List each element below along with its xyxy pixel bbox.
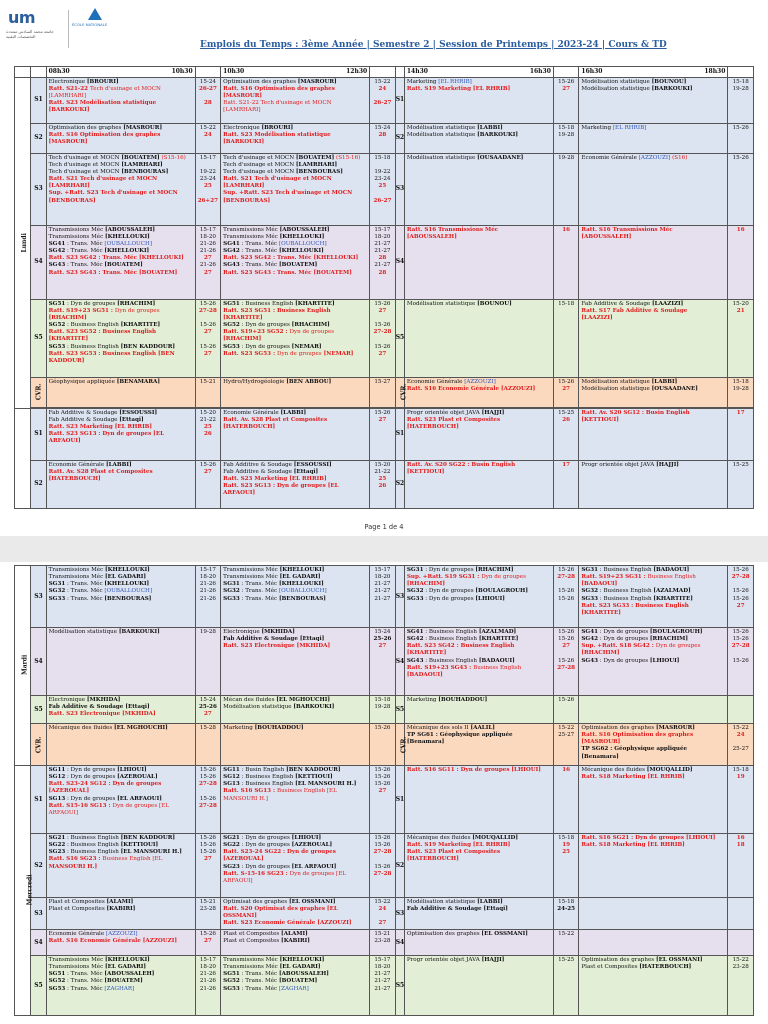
slot-cell: Mécanique des fluides [MOUQALLID] Ratt. S18 Marketing [EL RHRIB]	[579, 766, 728, 834]
room-cell: 15-21 23-28	[370, 930, 396, 956]
page-break	[0, 536, 768, 562]
slot-cell: Ratt. Av. S20 SG22 : Busin English [KETTIOUI]	[404, 460, 553, 508]
slot-cell: Marketing [BOUHADDOU]	[221, 724, 370, 766]
school-name: ÉCOLE NATIONALE	[72, 22, 108, 27]
slot-cell: SG31 : Business English [BADAOUI] Ratt. S19+23 SG31 : Business English [BADAOUI] SG32 : Business English [AZALMAD] SG33 : Business English [KHARTITE] Ratt. S23 SG33 : Business English [KHARTITE]	[579, 566, 728, 628]
room-cell: 16	[728, 225, 754, 299]
room-cell: 15-25	[728, 460, 754, 508]
session-label: S3	[395, 153, 404, 225]
room-cell: 15-25	[553, 956, 579, 1016]
session-label: S4	[31, 225, 46, 299]
session-label: S1	[395, 408, 404, 460]
page-number: Page 1 de 4	[364, 523, 404, 531]
room-cell: 15-22 24 25-27	[728, 724, 754, 766]
session-label: S1	[31, 77, 46, 123]
slot-cell: Ratt. Av. S20 SG12 : Busin English [KETTIOUI]	[579, 408, 728, 460]
room-cell: 15-26 15-26 27 15-26 27-28	[553, 628, 579, 696]
time-label: 14h30	[406, 68, 428, 75]
session-label: CVR.	[31, 724, 46, 766]
room-cell: 15-22 24 26-27	[370, 77, 396, 123]
room-cell: 15-17 18-20 21-27 21-27 21-27	[370, 956, 396, 1016]
slot-cell: SG51 : Dyn de groupes [RHACHIM] Ratt. S19+23 SG51 : Dyn de groupes [RHACHIM] SG52 : Business English [KHARTITE] Ratt. S23 SG52 : Business English [KHARTITE] SG53 : Business English [BEN KADDOUR] Ratt. S23 SG53 : Business English [BEN KADDOUR]	[46, 299, 195, 377]
session-label: S4	[31, 628, 46, 696]
slot-cell: Optimisation des graphes [MASROUR] Ratt. S16 Optimisation des graphes [MASROUR] Ratt. S21-22 Tech d'usinage et MOCN [LAMRHARI]	[221, 77, 370, 123]
slot-cell: Economie Générale [LABBI] Ratt. Av. S28 Plast et Composites [HATERBOUCH]	[221, 408, 370, 460]
session-label: S4	[395, 628, 404, 696]
room-cell: 15-20 21-22 25 26	[195, 408, 221, 460]
room-cell: 15-26 15-26 27-28 15-26 27-28	[370, 834, 396, 898]
session-label: S3	[31, 153, 46, 225]
time-label: 16h30	[581, 68, 603, 75]
room-cell: 15-18 19 25	[553, 834, 579, 898]
day-label-lundi: Lundi	[15, 77, 31, 408]
slot-cell: Economie Générale [AZZOUZI] (S16)	[579, 153, 728, 225]
schedule-row	[15, 628, 754, 696]
slot-cell: Progr orientée objet JAVA [HAJJI]	[579, 460, 728, 508]
room-cell	[728, 696, 754, 724]
slot-cell: Tech d'usinage et MOCN [BOUATEM] (S15-16) Tech d'usinage et MOCN [LAMRHARI] Tech d'usinage et MOCN [BENBOURAS] Ratt. S21 Tech d'usinage et MOCN [LAMRHARI] Sup. +Ratt. S23 Tech d'usinage et MOCN [BENBOURAS]	[221, 153, 370, 225]
session-label: S4	[31, 930, 46, 956]
time-label: 16h30	[529, 68, 551, 75]
slot-cell: Mécanique des fluides [EL MGHOUCHI]	[46, 724, 195, 766]
room-cell: 15-18 19-22 23-24 25 26-27	[370, 153, 396, 225]
slot-cell: Fab Additive & Soudage [LAAZIZI] Ratt. S17 Fab Additive & Soudage [LAAZIZI]	[579, 299, 728, 377]
schedule-row	[15, 766, 754, 834]
slot-cell: Optimisation des graphes [EL OSSMANI] Plast et Composites [HATERBOUCH]	[579, 956, 728, 1016]
slot-cell: Plast et Composites [ALAMI] Plast et Composites [KABIRI]	[221, 930, 370, 956]
room-cell: 15-20 21	[728, 299, 754, 377]
room-cell: 15-26 27	[195, 930, 221, 956]
slot-cell: Mécanique des fluides [MOUQALLID] Ratt. S19 Marketing [EL RHRIB] Ratt. S23 Plast et Composites [HATERBOUCH]	[404, 834, 553, 898]
slot-cell: Modélisation statistique [OUSAADANE]	[404, 153, 553, 225]
slot-cell: Transmissions Méc [ABOUSSALEH] Transmissions Méc [KHELLOUKI] SG41 : Trans. Méc [OUBALLOUCH] SG42 : Trans. Méc [KHELLOUKI] Ratt. S23 SG42 : Trans. Méc [KHELLOUKI] SG43 : Trans. Méc [BOUATEM] Ratt. S23 SG43 : Trans. Méc [BOUATEM]	[46, 225, 195, 299]
room-cell: 15-25 26	[553, 408, 579, 460]
room-cell: 15-18 19-28	[728, 77, 754, 123]
slot-cell: Electronique [MKHIDA] Fab Additive & Soudage [Ettaqi] Ratt. S23 Electronique [MKHIDA]	[221, 628, 370, 696]
slot-cell: SG51 : Business English [KHARTITE] Ratt. S23 SG51 : Business English [KHARTITE] SG52 : Dyn de groupes [RHACHIM] Ratt. S19+23 SG52 : Dyn de groupes [RHACHIM] SG53 : Dyn de groupes [NEMAR] Ratt. S23 SG53 : Dyn de groupes [NEMAR]	[221, 299, 370, 377]
room-cell: 19-28	[553, 153, 579, 225]
time-header-row	[15, 67, 754, 78]
room-cell: 17	[553, 460, 579, 508]
room-cell: 15-22 25-27	[553, 724, 579, 766]
page-header	[0, 0, 768, 56]
slot-cell: Progr orientée objet JAVA [HAJJI]	[404, 956, 553, 1016]
session-label: S2	[31, 460, 46, 508]
room-cell: 15-17 18-20 21-26 21-26 27 21-26 27	[195, 225, 221, 299]
slot-cell: Transmissions Méc [KHELLOUKI] Transmissions Méc [EL GADARI] SG31 : Trans. Méc [KHELLOUKI] SG32 : Trans. Méc [OUBALLOUCH] SG33 : Trans. Méc [BENBOURAS]	[46, 566, 195, 628]
slot-cell: Marketing [EL RHRIB] Ratt. S19 Marketing [EL RHRIB]	[404, 77, 553, 123]
slot-cell: Modélisation statistique [BARKOUKI]	[46, 628, 195, 696]
slot-cell: Modélisation statistique [LABBI] Modélisation statistique [OUSAADANE]	[579, 377, 728, 407]
schedule-row	[15, 123, 754, 153]
room-cell: 15-17 18-20 21-27 21-27 28 21-27 28	[370, 225, 396, 299]
slot-cell: Transmissions Méc [KHELLOUKI] Transmissions Méc [EL GADARI] SG31 : Trans. Méc [KHELLOUKI] SG32 : Trans. Méc [OUBALLOUCH] SG33 : Trans. Méc [BENBOURAS]	[221, 566, 370, 628]
session-label: S5	[395, 696, 404, 724]
room-cell: 15-26 27	[553, 77, 579, 123]
page-title: Emplois du Temps : 3ème Année | Semestre 2 | Session de Printemps | 2023-24 | Cours & TD	[200, 40, 667, 50]
schedule-row	[15, 377, 754, 407]
room-cell: 15-18 19-28	[553, 123, 579, 153]
time-label: 18h30	[704, 68, 726, 75]
session-label: S3	[395, 566, 404, 628]
slot-cell: Economie Générale [AZZOUZI] Ratt. S16 Economie Générale [AZZOUZI]	[404, 377, 553, 407]
room-cell: 19-28	[195, 628, 221, 696]
session-label: S1	[31, 408, 46, 460]
slot-cell: Modélisation statistique [LABBI] Fab Additive & Soudage [Ettaqi]	[404, 898, 553, 930]
timetable-page-2	[14, 565, 754, 1016]
room-cell: 15-28	[195, 724, 221, 766]
slot-cell: Electronique [MKHIDA] Fab Additive & Soudage [Ettaqi] Ratt. S23 Electronique [MKHIDA]	[46, 696, 195, 724]
slot-cell: Transmissions Méc [ABOUSSALEH] Transmissions Méc [KHELLOUKI] SG41 : Trans. Méc [OUBALLOUCH] SG42 : Trans. Méc [KHELLOUKI] Ratt. S23 SG42 : Trans. Méc [KHELLOUKI] SG43 : Trans. Méc [BOUATEM] Ratt. S23 SG43 : Trans. Méc [BOUATEM]	[221, 225, 370, 299]
slot-cell: Fab Additive & Soudage [ESSOUSSI] Fab Additive & Soudage [Ettaqi] Ratt. S23 Marketing [EL RHRIB] Ratt. S23 SG13 : Dyn de groupes [EL ARFAOUI]	[221, 460, 370, 508]
room-cell: 15-24 25-26 27	[195, 696, 221, 724]
room-cell: 15-17 19-22 23-24 25 26+27	[195, 153, 221, 225]
room-cell: 15-26	[370, 724, 396, 766]
room-cell: 15-26 27 15-26 27-28 15-26 27	[370, 299, 396, 377]
triangle-icon	[88, 8, 102, 20]
slot-cell: Ratt. S16 Transmissions Méc [ABOUSSALEH]	[404, 225, 553, 299]
slot-cell	[579, 930, 728, 956]
slot-cell: Géophysique appliquée [BENAMARA]	[46, 377, 195, 407]
session-label: S2	[395, 123, 404, 153]
day-label-mardi: Mardi	[15, 566, 31, 766]
slot-cell: Economie Générale [LABBI] Ratt. Av. S28 Plast et Composites [HATERBOUCH]	[46, 460, 195, 508]
slot-cell: Transmissions Méc [KHELLOUKI] Transmissions Méc [EL GADARI] SG51 : Trans. Méc [ABOUSSALEH] SG52 : Trans. Méc [BOUATEM] SG53 : Trans. Méc [ZAGHAR]	[221, 956, 370, 1016]
room-cell: 16	[553, 766, 579, 834]
university-logo	[6, 8, 136, 52]
slot-cell: SG31 : Dyn de groupes [RHACHIM] Sup. +Ratt. S19 SG31 : Dyn de groupes [RHACHIM] SG32 : Dyn de groupes [BOULAGROUH] SG33 : Dyn de groupes [LHIOUI]	[404, 566, 553, 628]
session-label: S2	[395, 460, 404, 508]
slot-cell: Mécan des fluides [EL MGHOUCHI] Modélisation statistique [BARKOUKI]	[221, 696, 370, 724]
timetable-page-1	[14, 66, 754, 509]
schedule-row	[15, 225, 754, 299]
room-cell: 15-24 25-26 27	[370, 628, 396, 696]
slot-cell: Economie Générale [AZZOUZI] Ratt. S16 Economie Générale [AZZOUZI]	[46, 930, 195, 956]
slot-cell: SG11 : Dyn de groupes [LHIOUI] SG12 : Dyn de groupes [AZEROUAL] Ratt. S23-24 SG12 : Dyn de groupes [AZEROUAL] SG13 : Dyn de groupes [EL ARFAOUI] Ratt. S15-16 SG13 : Dyn de groupes [EL ARFAOUI]	[46, 766, 195, 834]
slot-cell: Optimisat des graphes [EL OSSMANI] Ratt. S20 Optimisat des graphes [EL OSSMANI] Ratt. S23 Economie Générale [AZZOUZI]	[221, 898, 370, 930]
schedule-row	[15, 566, 754, 628]
room-cell	[728, 930, 754, 956]
time-label: 12h30	[346, 68, 368, 75]
schedule-row	[15, 930, 754, 956]
slot-cell: Progr orientée objet JAVA [HAJJI] Ratt. S23 Plast et Composites [HATERBOUCH]	[404, 408, 553, 460]
room-cell: 17	[728, 408, 754, 460]
session-label: S1	[395, 766, 404, 834]
slot-cell: Marketing [BOUHADDOU]	[404, 696, 553, 724]
room-cell: 15-26 15-26 27-28 15-26 27-28	[195, 766, 221, 834]
room-cell: 15-22 24	[195, 123, 221, 153]
slot-cell: Fab Additive & Soudage [ESSOUSSI] Fab Additive & Soudage [Ettaqi] Ratt. S23 Marketing [EL RHRIB] Ratt. S23 SG13 : Dyn de groupes [EL ARFAOUI]	[46, 408, 195, 460]
room-cell: 15-26 27	[553, 377, 579, 407]
room-cell: 15-17 18-20 21-27 21-27 21-27	[370, 566, 396, 628]
room-cell: 15-26 27-28 15-26 15-26 27	[728, 566, 754, 628]
slot-cell: Optimisation des graphes [MASROUR] Ratt. S16 Optimisation des graphes [MASROUR] TP SG62 : Géophysique appliquée [Benamara]	[579, 724, 728, 766]
logo-mark: um	[8, 8, 36, 27]
room-cell: 15-24 26-27 28	[195, 77, 221, 123]
schedule-row	[15, 724, 754, 766]
room-cell: 16	[553, 225, 579, 299]
slot-cell: Marketing [EL RHRIB]	[579, 123, 728, 153]
room-cell: 15-26	[728, 153, 754, 225]
room-cell: 15-17 18-20 21-26 21-26 21-26	[195, 566, 221, 628]
room-cell: 15-18 19-28	[728, 377, 754, 407]
room-cell: 15-26 15-26 15-26 27	[195, 834, 221, 898]
room-cell: 15-18 19	[728, 766, 754, 834]
schedule-row	[15, 153, 754, 225]
session-label: S1	[31, 766, 46, 834]
slot-cell: Tech d'usinage et MOCN [BOUATEM] (S15-16) Tech d'usinage et MOCN [LAMRHARI] Tech d'usinage et MOCN [BENBOURAS] Ratt. S21 Tech d'usinage et MOCN [LAMRHARI] Sup. +Ratt. S23 Tech d'usinage et MOCN [BENBOURAS]	[46, 153, 195, 225]
schedule-row	[15, 956, 754, 1016]
slot-cell: SG41 : Business English [AZALMAD] SG42 : Business English [KHARTITE] Ratt. S23 SG42 : Business English [KHARTITE] SG43 : Business English [BADAOUI] Ratt. S19+23 SG43 : Business English [BADAOUI]	[404, 628, 553, 696]
schedule-row	[15, 460, 754, 508]
session-label: S1	[395, 77, 404, 123]
session-label: CVR.	[395, 377, 404, 407]
room-cell: 15-18 24-25	[553, 898, 579, 930]
room-cell: 15-22 24 27	[370, 898, 396, 930]
session-label: S5	[395, 299, 404, 377]
room-cell: 15-21	[195, 377, 221, 407]
slot-cell: SG21 : Dyn de groupes [LHIOUI] SG22 : Dyn de groupes [AZEROUAL] Ratt. S23-24 SG22 : Dyn de groupes [AZEROUAL] SG23 : Dyn de groupes [EL ARFAOUI] Ratt. S-15-16 SG23 : Dyn de groupes [EL ARFAOUI]	[221, 834, 370, 898]
slot-cell: Modélisation statistique [BOUNOU] Modélisation statistique [BARKOUKI]	[579, 77, 728, 123]
slot-cell: SG21 : Business English [BEN KADDOUR] SG22 : Business English [KETTIOUI] SG23 : Business English [EL MANSOURI H.] Ratt. S16 SG23 : Business English [EL MANSOURI H.]	[46, 834, 195, 898]
room-cell: 15-26 27-28 15-26 15-26	[553, 566, 579, 628]
room-cell: 15-18	[553, 299, 579, 377]
room-cell: 15-22 23-28	[728, 956, 754, 1016]
time-label: 08h30	[48, 68, 70, 75]
schedule-row	[15, 696, 754, 724]
session-label: S5	[31, 299, 46, 377]
session-label: S3	[31, 566, 46, 628]
schedule-row	[15, 299, 754, 377]
room-cell: 15-26	[553, 696, 579, 724]
slot-cell: Transmissions Méc [KHELLOUKI] Transmissions Méc [EL GADARI] SG51 : Trans. Méc [ABOUSSALEH] SG52 : Trans. Méc [BOUATEM] SG53 : Trans. Méc [ZAGHAR]	[46, 956, 195, 1016]
room-cell: 15-18 19-28	[370, 696, 396, 724]
room-cell: 15-20 21-22 25 26	[370, 460, 396, 508]
session-label: CVR.	[31, 377, 46, 407]
room-cell: 15-26	[728, 123, 754, 153]
room-cell: 15-17 18-20 21-26 21-26 21-26	[195, 956, 221, 1016]
room-cell: 15-26 15-26 15-26 27	[370, 766, 396, 834]
schedule-row	[15, 898, 754, 930]
slot-cell: Plast et Composites [ALAMI] Plast et Composites [KABIRI]	[46, 898, 195, 930]
session-label: S4	[395, 225, 404, 299]
slot-cell: Electronique [BROURI] Ratt. S21-22 Tech d'usinage et MOCN [LAMRHARI] Ratt. S23 Modélisation statistique [BARKOUKI]	[46, 77, 195, 123]
slot-cell: Modélisation statistique [LABBI] Modélisation statistique [BARKOUKI]	[404, 123, 553, 153]
slot-cell: Hydro/Hydrogéologie [BEN ABBOU]	[221, 377, 370, 407]
time-label: 10h30	[223, 68, 245, 75]
slot-cell: Optimisation des graphes [EL OSSMANI]	[404, 930, 553, 956]
time-label: 10h30	[171, 68, 193, 75]
schedule-row	[15, 77, 754, 123]
room-cell: 15-26 27	[370, 408, 396, 460]
schedule-row	[15, 408, 754, 460]
room-cell: 15-26 27	[195, 460, 221, 508]
school-logo	[72, 8, 136, 28]
logo-separator	[68, 10, 69, 48]
day-label	[15, 408, 31, 508]
session-label: S2	[31, 834, 46, 898]
room-cell	[728, 898, 754, 930]
logo-arabic-text: جامعة محمد السادس متعددة التخصصات التقنية	[6, 29, 54, 39]
session-label: S3	[31, 898, 46, 930]
room-cell: 15-22	[553, 930, 579, 956]
room-cell: 16 18	[728, 834, 754, 898]
slot-cell: SG11 : Busin English [BEN KADDOUR] SG12 : Business English [KETTIOUI] SG13 : Business English [EL MANSOURI H.] Ratt. S16 SG13 : Business English [EL MANSOURI H.]	[221, 766, 370, 834]
session-label: S4	[395, 930, 404, 956]
room-cell: 15-24 28	[370, 123, 396, 153]
slot-cell: Mécanique des sols II [AALIL] TP SG61 : Géophysique appliquée [Benamara]	[404, 724, 553, 766]
slot-cell	[579, 696, 728, 724]
room-cell: 15-27	[370, 377, 396, 407]
room-cell: 15-21 23-28	[195, 898, 221, 930]
slot-cell: Electronique [BROURI] Ratt. S23 Modélisation statistique [BARKOUKI]	[221, 123, 370, 153]
room-cell: 15-26 27-28 15-26 27 15-26 27	[195, 299, 221, 377]
day-label-mercredi: Mercredi	[15, 766, 31, 1016]
session-label: S5	[31, 696, 46, 724]
session-label: S5	[395, 956, 404, 1016]
session-label: S3	[395, 898, 404, 930]
slot-cell: Ratt. S16 SG21 : Dyn de groupes [LHIOUI] Ratt. S18 Marketing [EL RHRIB]	[579, 834, 728, 898]
session-label: S2	[395, 834, 404, 898]
slot-cell: SG41 : Dyn de groupes [BOULAGROUH] SG42 : Dyn de groupes [RHACHIM] Sup. +Ratt. S18 SG42 : Dyn de groupes [RHACHIM] SG43 : Dyn de groupes [LHIOUI]	[579, 628, 728, 696]
slot-cell	[579, 898, 728, 930]
session-label: S5	[31, 956, 46, 1016]
slot-cell: Optimisation des graphes [MASROUR] Ratt. S16 Optimisation des graphes [MASROUR]	[46, 123, 195, 153]
slot-cell: Ratt. S16 Transmissions Méc [ABOUSSALEH]	[579, 225, 728, 299]
slot-cell: Modélisation statistique [BOUNOU]	[404, 299, 553, 377]
schedule-row	[15, 834, 754, 898]
slot-cell: Ratt. S16 SG11 : Dyn de groupes [LHIOUI]	[404, 766, 553, 834]
session-label: S2	[31, 123, 46, 153]
room-cell: 15-26 15-26 27-28 15-26	[728, 628, 754, 696]
session-label: CVR.	[395, 724, 404, 766]
